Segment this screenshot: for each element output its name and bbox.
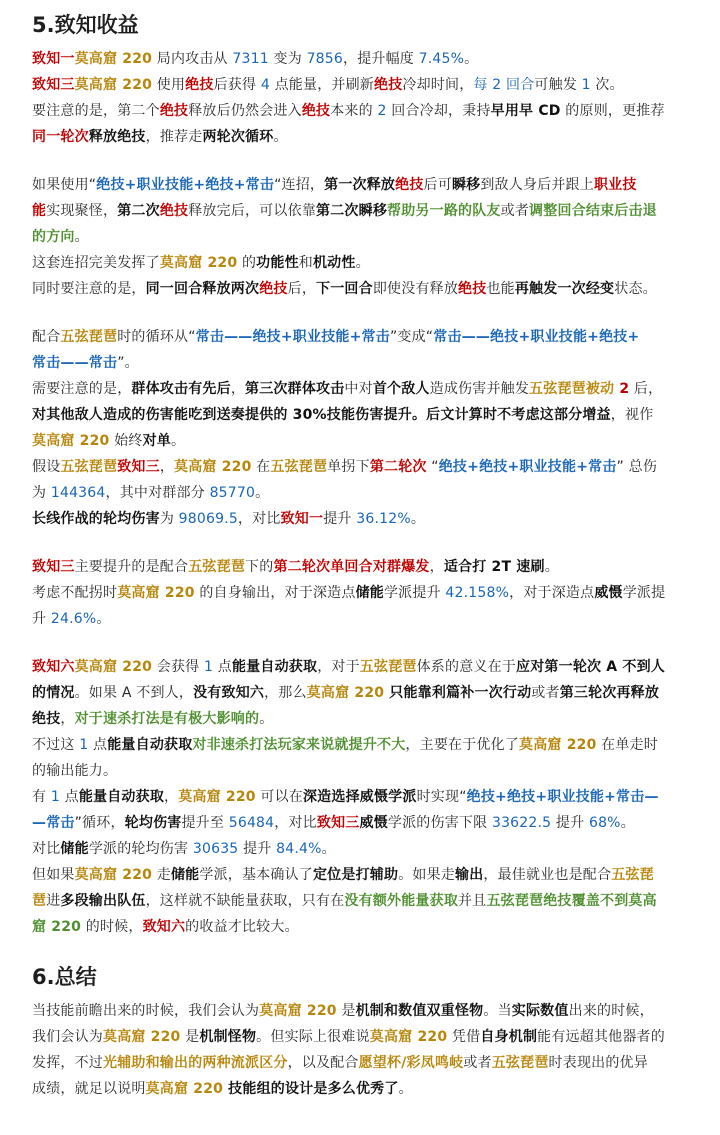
number-blue: 1 xyxy=(50,789,60,805)
text: 。 xyxy=(259,711,274,727)
highlight-gold: 五弦琵琶被动 xyxy=(529,381,615,397)
text: 提升至 xyxy=(181,815,229,831)
highlight-red: 同一轮次 xyxy=(32,129,89,145)
highlight-gold: 莫高窟 220 xyxy=(178,789,256,805)
text: 假设 xyxy=(32,459,61,475)
highlight-gold: 五弦琵琶 xyxy=(491,1055,549,1071)
text: 时的循环从“ xyxy=(117,329,196,345)
text: 点 xyxy=(59,789,79,805)
text: 学派提升 xyxy=(383,585,446,601)
number-blue: 7856 xyxy=(306,51,343,67)
text: 凭借 xyxy=(447,1029,481,1045)
text: 。 xyxy=(170,433,186,449)
text: 后可 xyxy=(423,177,452,193)
number-blue: 24.6% xyxy=(50,611,97,627)
text: 实现聚怪， xyxy=(46,203,118,219)
highlight-gold: 五弦琵琶 xyxy=(60,329,118,345)
text: 走 xyxy=(152,867,171,883)
bold-text: 首个敌人 xyxy=(372,381,430,397)
number-blue: 36.12% xyxy=(356,511,411,527)
text: 释放后仍然会进入 xyxy=(188,103,302,119)
text: 。 xyxy=(74,229,89,245)
paragraph-gap xyxy=(32,150,694,172)
bold-text: 第二次 xyxy=(117,203,160,219)
text: ，推荐走 xyxy=(145,129,203,145)
text: ”循环， xyxy=(74,815,125,831)
text-line xyxy=(32,350,694,376)
text-line xyxy=(32,998,694,1024)
bold-text: 的情况 xyxy=(32,685,75,701)
number-blue: 56484 xyxy=(228,815,275,831)
text: 点能量，并刷新 xyxy=(269,77,374,93)
text: 后获得 xyxy=(213,77,261,93)
text: 释放完后，可以依靠 xyxy=(188,203,317,219)
text: 有 xyxy=(32,789,51,805)
highlight-gold: 五弦琵琶 xyxy=(188,559,246,575)
highlight-red: 绝技 xyxy=(159,203,189,219)
text: 。如果走 xyxy=(398,867,455,883)
bold-text: 定位是打辅助 xyxy=(312,867,399,883)
text: 次。 xyxy=(590,77,624,93)
bold-text: 多段输出队伍 xyxy=(60,893,146,909)
text-line xyxy=(32,402,694,428)
text: 为 xyxy=(159,511,179,527)
text-line xyxy=(32,554,694,580)
highlight-gold: 莫高窟 220 xyxy=(74,659,153,675)
text: 。如果 A 不到人， xyxy=(74,685,194,701)
text: 是 xyxy=(180,1029,200,1045)
text: 回合冷却，秉持 xyxy=(386,103,491,119)
text-line xyxy=(32,276,694,302)
text-line xyxy=(32,324,694,350)
text: 学派的伤害下限 xyxy=(387,815,492,831)
text: 进 xyxy=(46,893,61,909)
number-blue: 7.45% xyxy=(418,51,465,67)
highlight-gold: 莫高窟 220 xyxy=(145,1081,224,1097)
text: 提升 xyxy=(238,841,277,857)
text-line xyxy=(32,680,694,706)
text: 的原则，更推荐 xyxy=(560,103,665,119)
text: ， xyxy=(230,381,246,397)
text: 点 xyxy=(213,659,232,675)
bold-text: 同一回合释放两次 xyxy=(145,281,260,297)
highlight-red: 绝技 xyxy=(259,281,288,297)
highlight-red: 致知六 xyxy=(32,659,75,675)
number-blue: 84.4% xyxy=(276,841,322,857)
number-blue: 85770 xyxy=(209,485,256,501)
text: 可以在 xyxy=(255,789,303,805)
highlight-gold: 五弦琵琶 xyxy=(60,459,118,475)
bold-text: 功能性 xyxy=(256,255,299,271)
highlight-red: 第二轮次 xyxy=(369,459,427,475)
bold-text: 实际数值 xyxy=(511,1003,569,1019)
text-line xyxy=(32,250,694,276)
text: 或者 xyxy=(531,685,560,701)
highlight-gold: 莫高窟 220 xyxy=(32,433,110,449)
number-blue: 144364 xyxy=(50,485,106,501)
bold-text: 威慑 xyxy=(359,815,388,831)
bold-text: 两轮次循环 xyxy=(202,129,274,145)
number-blue: 4 xyxy=(260,77,270,93)
text: ，对于深造点 xyxy=(509,585,595,601)
bold-text: 只能靠利篇补一次行动 xyxy=(384,685,532,701)
highlight-red: 2 xyxy=(614,381,630,397)
highlight-gold: 五弦琵琶 xyxy=(270,459,328,475)
text: 变为 xyxy=(268,51,307,67)
text: 提升 xyxy=(323,511,357,527)
number-blue: 7311 xyxy=(232,51,269,67)
text-line xyxy=(32,72,694,98)
text: 和 xyxy=(298,255,313,271)
combo-blue: 常击——绝技+职业技能+常击 xyxy=(195,329,390,345)
bold-text: 机动性 xyxy=(312,255,356,271)
text-line xyxy=(32,172,694,198)
text: 主要提升的是配合 xyxy=(74,559,189,575)
highlight-red: 致知三 xyxy=(32,77,75,93)
highlight-red: 致知一 xyxy=(32,51,75,67)
text: ， xyxy=(159,459,175,475)
text-line xyxy=(32,784,694,810)
text: 。 xyxy=(355,255,370,271)
text: 配合 xyxy=(32,329,61,345)
text-line xyxy=(32,124,694,150)
text: 本来的 xyxy=(330,103,378,119)
number-blue: 30635 xyxy=(192,841,239,857)
bold-text: 深造选择威慑学派 xyxy=(302,789,417,805)
text-line xyxy=(32,654,694,680)
text: 但如果 xyxy=(32,867,75,883)
text: 局内攻击从 xyxy=(152,51,233,67)
highlight-red: 致知三 xyxy=(117,459,160,475)
bold-text: 储能 xyxy=(60,841,89,857)
highlight-gold: 五弦琵琶 xyxy=(359,659,417,675)
text-line xyxy=(32,224,694,250)
text: 当技能前瞻出来的时候，我们会认为 xyxy=(32,1003,260,1019)
text: 体系的意义在于 xyxy=(416,659,517,675)
paragraph-gap xyxy=(32,632,694,654)
text-line xyxy=(32,480,694,506)
number-blue: 33622.5 xyxy=(491,815,552,831)
text-line xyxy=(32,810,694,836)
text: 。但实际上很难说 xyxy=(256,1029,370,1045)
text: ，主要在于优化了 xyxy=(405,737,520,753)
highlight-red: 致知六 xyxy=(142,919,186,935)
text: 学派提 xyxy=(622,585,666,601)
bold-text: 再触发一次经变 xyxy=(514,281,615,297)
highlight-gold: 莫高窟 220 xyxy=(74,77,153,93)
text-line xyxy=(32,376,694,402)
text-line xyxy=(32,836,694,862)
text: 升 xyxy=(32,611,51,627)
text: ， xyxy=(60,711,75,727)
text: 如果使用“ xyxy=(32,177,97,193)
text: ， xyxy=(429,559,444,575)
text: 我们会认为 xyxy=(32,1029,103,1045)
combo-blue: 绝技+职业技能+绝技+常击 xyxy=(96,177,275,193)
section-5-title: 5.致知收益 xyxy=(32,13,139,37)
text: ，对比 xyxy=(274,815,317,831)
text: ，最佳就业也是配合 xyxy=(483,867,612,883)
bold-text: 下一回合 xyxy=(316,281,373,297)
text: 的时候， xyxy=(81,919,143,935)
text: ，以及配合 xyxy=(287,1055,359,1071)
highlight-red: 绝技 xyxy=(458,281,487,297)
bold-text: 绝技 xyxy=(32,711,61,727)
bold-text: 输出 xyxy=(455,867,484,883)
highlight-red: 致知三 xyxy=(316,815,360,831)
text: ，对于 xyxy=(317,659,360,675)
highlight-red: 职业技 xyxy=(593,177,637,193)
text: 学派的轮均伤害 xyxy=(88,841,193,857)
text-line xyxy=(32,428,694,454)
text: ，对比 xyxy=(237,511,281,527)
text: 。 xyxy=(410,511,426,527)
text: 始终 xyxy=(109,433,143,449)
highlight-gold: 莫高窟 220 xyxy=(117,585,195,601)
bold-text: 群体攻击有先后 xyxy=(131,381,231,397)
text: 需要注意的是， xyxy=(32,381,132,397)
text: ，那么 xyxy=(264,685,307,701)
bold-text: 第二次瞬移 xyxy=(316,203,388,219)
text-line xyxy=(32,454,694,480)
text: 是 xyxy=(336,1003,356,1019)
text: 成绩，就足以说明 xyxy=(32,1081,146,1097)
text: 考虑不配拐时 xyxy=(32,585,118,601)
text: 。 xyxy=(255,485,270,501)
text: 时实现“ xyxy=(416,789,467,805)
text: 使用 xyxy=(152,77,186,93)
highlight-green: 没有额外能量获取 xyxy=(344,893,459,909)
bold-text: 能量自动获取 xyxy=(231,659,318,675)
text: 能有远超其他器者的 xyxy=(537,1029,665,1045)
number-blue: 1 xyxy=(581,77,591,93)
text: 这套连招完美发挥了 xyxy=(32,255,160,271)
bold-text: 释放绝技 xyxy=(88,129,146,145)
text-line xyxy=(32,46,694,72)
text: ”。 xyxy=(117,355,139,371)
highlight-red: 能 xyxy=(32,203,47,219)
text-line xyxy=(32,732,694,758)
text: ” 总伤 xyxy=(616,459,658,475)
text: 后， xyxy=(629,381,663,397)
highlight-gold: 莫高窟 220 xyxy=(103,1029,181,1045)
number-blue: 1 xyxy=(79,737,89,753)
number-blue: 98069.5 xyxy=(178,511,238,527)
text: 。 xyxy=(398,1081,413,1097)
bold-text: 适合打 2T 速刷 xyxy=(443,559,545,575)
highlight-gold: 五弦琵 xyxy=(611,867,654,883)
number-blue: 1 xyxy=(204,659,214,675)
text: 。 xyxy=(273,129,288,145)
highlight-gold: 莫高窟 220 xyxy=(519,737,597,753)
text-line xyxy=(32,506,694,532)
text: 的输出能力。 xyxy=(32,763,118,779)
bold-text: 瞬移 xyxy=(451,177,481,193)
highlight-red: 绝技 xyxy=(301,103,331,119)
text-line xyxy=(32,914,694,940)
text: 发挥，不过 xyxy=(32,1055,103,1071)
combo-blue: —常击 xyxy=(32,815,75,831)
highlight-green: 五弦琵琶绝技覆盖不到莫高 xyxy=(486,893,657,909)
text: 出来的时候， xyxy=(568,1003,654,1019)
text: 单拐下 xyxy=(327,459,370,475)
text: 到敌人身后并跟上 xyxy=(480,177,594,193)
bold-text: 储能 xyxy=(355,585,384,601)
text: ， xyxy=(164,789,179,805)
text-line xyxy=(32,706,694,732)
text-line xyxy=(32,1050,694,1076)
text: 在 xyxy=(251,459,271,475)
text-line xyxy=(32,1024,694,1050)
highlight-red: 绝技 xyxy=(185,77,214,93)
combo-blue: 常击——常击 xyxy=(32,355,118,371)
text: 即使没有释放 xyxy=(372,281,459,297)
bold-text: 早用早 CD xyxy=(490,103,561,119)
text: 时表现出的优异 xyxy=(548,1055,648,1071)
bold-text: 技能组的设计是多么优秀了 xyxy=(223,1081,399,1097)
highlight-red: 第二轮次单回合对群爆发 xyxy=(273,559,430,575)
text: 提升 xyxy=(551,815,589,831)
text: 的自身输出，对于深造点 xyxy=(194,585,356,601)
text: 或者 xyxy=(463,1055,492,1071)
highlight-gold: 愿望杯/彩凤鸣岐 xyxy=(358,1055,464,1071)
text: 会获得 xyxy=(152,659,205,675)
bold-text: 长线作战的轮均伤害 xyxy=(32,511,160,527)
bold-text: 能量自动获取 xyxy=(78,789,165,805)
text-line xyxy=(32,606,694,632)
text-line xyxy=(32,862,694,888)
highlight-gold: 莫高窟 220 xyxy=(306,685,385,701)
number-blue: 42.158% xyxy=(445,585,510,601)
highlight-gold: 莫高窟 220 xyxy=(159,255,238,271)
highlight-gold: 琶 xyxy=(32,893,47,909)
text: 或者 xyxy=(500,203,530,219)
highlight-red: 绝技 xyxy=(395,177,424,193)
text: 为 xyxy=(32,485,51,501)
text: 。 xyxy=(464,51,479,67)
text-line xyxy=(32,758,694,784)
text: 。当 xyxy=(483,1003,512,1019)
highlight-red: 绝技 xyxy=(159,103,189,119)
bold-text: 对其他敌人造成的伤害能吃到送奏提供的 30%技能伤害提升。后文计算时不考虑这部分增益 xyxy=(32,407,611,423)
text: 在单走时 xyxy=(596,737,658,753)
text: 可触发 xyxy=(534,77,582,93)
text: 后， xyxy=(287,281,317,297)
text: 中对 xyxy=(344,381,373,397)
text: 并且 xyxy=(458,893,487,909)
bold-text: 能量自动获取 xyxy=(107,737,193,753)
text: 造成伤害并触发 xyxy=(429,381,530,397)
text: 的 xyxy=(237,255,257,271)
highlight-gold: 光辅助和输出的两种流派区分 xyxy=(103,1055,288,1071)
paragraph-gap xyxy=(32,302,694,324)
bold-text: 第三次群体攻击 xyxy=(245,381,345,397)
combo-blue: 绝技+绝技+职业技能+常击— xyxy=(466,789,659,805)
highlight-gold: 莫高窟 220 xyxy=(259,1003,337,1019)
section-6-body xyxy=(32,998,694,1102)
text: 也能 xyxy=(486,281,515,297)
bold-text: 轮均伤害 xyxy=(124,815,182,831)
bold-text: 机制和数值双重怪物 xyxy=(355,1003,484,1019)
text: 学派，基本确认了 xyxy=(199,867,313,883)
highlight-green: 窟 220 xyxy=(32,919,82,935)
bold-text: 没有致知六 xyxy=(193,685,265,701)
number-blue: 68% xyxy=(588,815,621,831)
combo-blue: 绝技+绝技+职业技能+常击 xyxy=(438,459,617,475)
highlight-green: 对于速杀打法是有极大影响的 xyxy=(74,711,260,727)
section-6-title: 6.总结 xyxy=(32,965,97,989)
text: 同时要注意的是， xyxy=(32,281,146,297)
text: ，这样就不缺能量获取，只有在 xyxy=(145,893,345,909)
text: ，提升幅度 xyxy=(343,51,419,67)
text: ，视作 xyxy=(610,407,654,423)
bold-text: 第三轮次再释放 xyxy=(559,685,660,701)
text: 。 xyxy=(96,611,111,627)
section-5-body xyxy=(32,46,694,940)
text: 。 xyxy=(620,815,635,831)
text: 。 xyxy=(544,559,559,575)
text-line xyxy=(32,580,694,606)
text: ，其中对群部分 xyxy=(105,485,210,501)
highlight-green: 调整回合结束后击退 xyxy=(529,203,657,219)
highlight-gold: 莫高窟 220 xyxy=(74,867,153,883)
text: ”变成“ xyxy=(389,329,434,345)
bold-text: 储能 xyxy=(170,867,200,883)
highlight-gold: 莫高窟 220 xyxy=(174,459,252,475)
highlight-gold: 莫高窟 220 xyxy=(74,51,153,67)
text: 下的 xyxy=(245,559,274,575)
paragraph-gap xyxy=(32,532,694,554)
highlight-red: 致知三 xyxy=(32,559,75,575)
number-blue: 每 2 回合 xyxy=(473,77,535,93)
bold-text: 第一次释放 xyxy=(324,177,396,193)
bold-text: 应对第一轮次 A 不到人 xyxy=(516,659,665,675)
number-blue: 2 xyxy=(377,103,387,119)
text-line xyxy=(32,198,694,224)
text: 冷却时间， xyxy=(402,77,474,93)
combo-blue: 常击——绝技+职业技能+绝技+ xyxy=(433,329,640,345)
text: 不过这 xyxy=(32,737,80,753)
bold-text: 机制怪物 xyxy=(199,1029,257,1045)
highlight-red: 绝技 xyxy=(374,77,403,93)
highlight-green: 的方向 xyxy=(32,229,75,245)
text: 对比 xyxy=(32,841,61,857)
text: 。 xyxy=(321,841,336,857)
highlight-gold: 莫高窟 220 xyxy=(369,1029,448,1045)
highlight-red: 致知一 xyxy=(280,511,324,527)
text-line xyxy=(32,98,694,124)
text: 状态。 xyxy=(614,281,657,297)
bold-text: 自身机制 xyxy=(480,1029,538,1045)
bold-text: 对单 xyxy=(142,433,171,449)
highlight-green: 对非速杀打法玩家来说就提升不大 xyxy=(192,737,406,753)
text: 的收益才比较大。 xyxy=(185,919,299,935)
text: “ xyxy=(426,459,439,475)
text-line xyxy=(32,1076,694,1102)
highlight-green: 帮助另一路的队友 xyxy=(387,203,501,219)
text: 要注意的是，第二个 xyxy=(32,103,160,119)
text-line xyxy=(32,888,694,914)
bold-text: 威慑 xyxy=(594,585,623,601)
text: “连招， xyxy=(274,177,325,193)
text: 点 xyxy=(88,737,108,753)
